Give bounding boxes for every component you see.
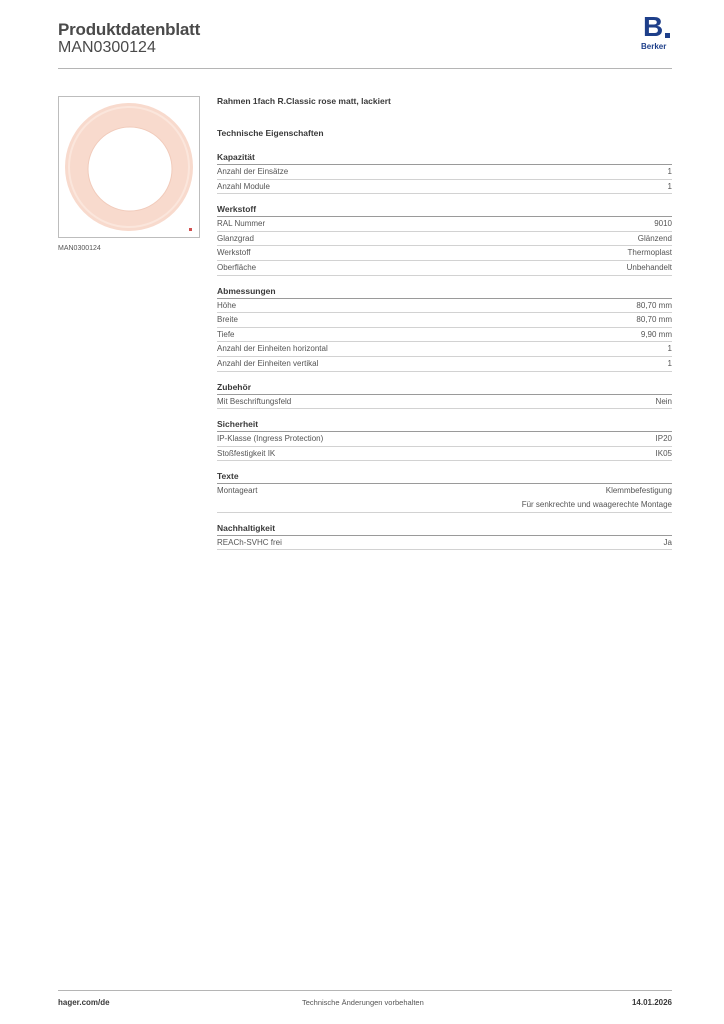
spec-row	[217, 536, 672, 551]
spec-label: Anzahl der Einheiten horizontal	[217, 344, 328, 354]
logo-dot	[665, 33, 670, 38]
spec-value-line: Für senkrechte und waagerechte Montage	[521, 499, 672, 509]
spec-sections	[217, 152, 672, 550]
spec-value-line: Glänzend	[637, 233, 672, 243]
spec-value	[636, 313, 672, 327]
spec-label: Anzahl Module	[217, 181, 270, 191]
spec-row	[217, 432, 672, 447]
spec-row	[217, 246, 672, 261]
spec-value-line: Nein	[655, 396, 672, 406]
spec-row	[217, 484, 672, 512]
footer-disclaimer: Technische Änderungen vorbehalten	[302, 998, 424, 1007]
spec-row	[217, 447, 672, 462]
spec-value-line: IK05	[655, 448, 672, 458]
spec-label: Glanzgrad	[217, 233, 254, 243]
section-title: Kapazität	[217, 152, 672, 165]
spec-value-line: Klemmbefestigung	[605, 486, 672, 496]
spec-row	[217, 313, 672, 328]
image-caption: MAN0300124	[58, 245, 101, 252]
spec-value	[656, 432, 672, 446]
spec-row	[217, 232, 672, 247]
spec-row	[217, 328, 672, 343]
spec-value-line: Ja	[663, 537, 672, 547]
berker-logo	[640, 11, 674, 55]
spec-label: RAL Nummer	[217, 219, 266, 229]
spec-row	[217, 261, 672, 276]
spec-value	[638, 232, 672, 246]
spec-row	[217, 357, 672, 372]
spec-value	[522, 484, 672, 511]
spec-section	[217, 471, 672, 512]
logo-letter: B	[643, 11, 664, 42]
spec-label: Breite	[217, 315, 238, 325]
spec-label: Anzahl der Einheiten vertikal	[217, 358, 319, 368]
spec-label: Oberfläche	[217, 262, 257, 272]
spec-row	[217, 180, 672, 195]
spec-sheet	[217, 96, 672, 560]
logo-word: Berker	[641, 42, 667, 51]
spec-value-line: 80,70 mm	[636, 315, 672, 325]
section-title: Abmessungen	[217, 286, 672, 299]
spec-label: Mit Beschriftungsfeld	[217, 396, 292, 406]
spec-row	[217, 299, 672, 314]
technical-properties-heading: Technische Eigenschaften	[217, 128, 324, 138]
spec-value	[668, 165, 672, 179]
spec-section	[217, 523, 672, 551]
footer-website: hager.com/de	[58, 998, 110, 1007]
spec-label: REACh-SVHC frei	[217, 537, 282, 547]
brand-mark-icon	[189, 228, 192, 231]
spec-value-line: 1	[667, 181, 672, 191]
header-divider	[58, 68, 672, 69]
spec-value	[668, 357, 672, 371]
footer-date: 14.01.2026	[631, 998, 672, 1007]
section-title: Zubehör	[217, 382, 672, 395]
spec-section	[217, 286, 672, 372]
spec-value	[628, 246, 672, 260]
spec-value	[664, 536, 672, 550]
spec-section	[217, 419, 672, 461]
spec-value	[636, 299, 672, 313]
spec-value	[641, 328, 672, 342]
spec-label: Stoßfestigkeit IK	[217, 448, 276, 458]
spec-value-line: 1	[667, 344, 672, 354]
spec-row	[217, 217, 672, 232]
section-title: Texte	[217, 471, 672, 484]
spec-value	[654, 217, 672, 231]
product-title: Rahmen 1fach R.Classic rose matt, lackiert	[217, 96, 391, 106]
page-title: Produktdatenblatt	[58, 20, 201, 39]
spec-value-line: 9010	[654, 219, 672, 229]
spec-label: Tiefe	[217, 329, 235, 339]
spec-label: Höhe	[217, 300, 237, 310]
spec-section	[217, 204, 672, 275]
spec-value	[668, 180, 672, 194]
spec-value-line: IP20	[655, 434, 672, 444]
spec-value-line: 1	[667, 167, 672, 176]
spec-section	[217, 152, 672, 194]
spec-value	[668, 342, 672, 356]
section-title: Sicherheit	[217, 419, 672, 432]
spec-value	[656, 447, 672, 461]
section-title: Werkstoff	[217, 204, 672, 217]
spec-value-line: 80,70 mm	[636, 300, 672, 310]
spec-value-line: Unbehandelt	[626, 262, 672, 272]
spec-value-line: 9,90 mm	[640, 329, 672, 339]
spec-section	[217, 382, 672, 410]
spec-value-line: 1	[667, 358, 672, 368]
spec-row	[217, 395, 672, 410]
spec-row	[217, 342, 672, 357]
spec-value	[656, 395, 672, 409]
spec-label: IP-Klasse (Ingress Protection)	[217, 434, 324, 444]
spec-value-line: Thermoplast	[627, 248, 672, 258]
section-title: Nachhaltigkeit	[217, 523, 672, 536]
spec-row	[217, 165, 672, 180]
spec-value	[627, 261, 672, 275]
spec-label: Anzahl der Einsätze	[217, 167, 289, 176]
frame-illustration	[59, 97, 199, 237]
product-image	[58, 96, 200, 238]
spec-label: Werkstoff	[217, 248, 251, 258]
footer-divider	[58, 990, 672, 991]
spec-label: Montageart	[217, 486, 258, 496]
product-number: MAN0300124	[58, 39, 156, 56]
